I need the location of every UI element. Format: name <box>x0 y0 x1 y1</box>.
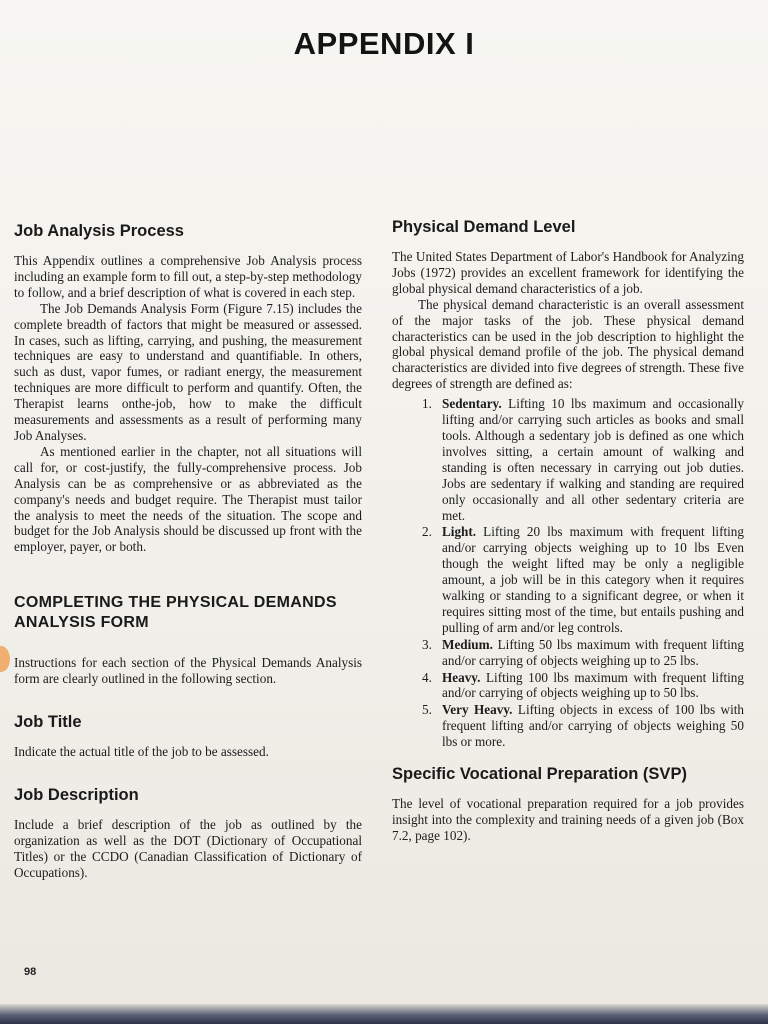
svp-heading: Specific Vocational Preparation (SVP) <box>392 765 687 784</box>
strength-level-number: 2. <box>422 524 432 540</box>
strength-level-number: 3. <box>422 636 432 652</box>
strength-level-item <box>422 524 744 635</box>
strength-level-text: Lifting 20 lbs maximum with frequent lifting and/or carrying objects weighing up to 10 lbs Even though the weight lifted may be only a negligible amount, a job will be in this category when it requires walking or standing to a significant degree, or when it requires sitting most of the time, but entails pushing and pulling of arm and/or leg controls. <box>442 524 744 635</box>
job-analysis-paragraph-2: The Job Demands Analysis Form (Figure 7.15) includes the complete breadth of factors that might be measured or assessed. In cases, such as lifting, carrying, and pushing, the measurement techniques are easy to understand and quantifiable. In others, such as dust, vapor fumes, or radiant energy, the measurement techniques are more difficult to perform and quantify. Often, the Therapist learns onthe-job, how to make the difficult measurements and assessments as a result of performing many Job Analyses. <box>14 300 362 443</box>
physical-demand-paragraph-1: The United States Department of Labor's Handbook for Analyzing Jobs (1972) provides an excellent framework for identifying the global physical demand characteristics of a job. <box>392 249 744 296</box>
job-analysis-paragraph-1: This Appendix outlines a comprehensive Job Analysis process including an example form to fill out, a step-by-step methodology to follow, and a brief description of what is covered in each step. <box>14 253 362 300</box>
strength-levels-list <box>392 396 744 750</box>
strength-level-text: Lifting 10 lbs maximum and occasionally lifting and/or carrying such articles as books and small tools. Although a sedentary job is defined as one which involves sitting, a certain amount of walking and standing is often necessary in carrying out job duties. Jobs are sedentary if walking and standing are required only occasionally and all other sedentary criteria are met. <box>442 396 744 523</box>
strength-level-number: 1. <box>422 396 432 412</box>
strength-level-item <box>422 702 744 750</box>
strength-level-term: Heavy. <box>442 669 481 685</box>
strength-level-item <box>422 396 744 523</box>
strength-level-number: 4. <box>422 669 432 685</box>
left-column <box>14 222 362 881</box>
page-title: APPENDIX I <box>293 26 475 61</box>
physical-demand-heading: Physical Demand Level <box>392 218 576 236</box>
physical-demand-paragraph-2: The physical demand characteristic is an overall assessment of the major tasks of the job. These physical demand characteristics can be used in the job description to highlight the global physical demand profile of the job. The physical demand characteristics are divided into five degrees of strength. These five degrees of strength are defined as: <box>392 296 744 392</box>
job-title-heading: Job Title <box>14 713 82 732</box>
svp-paragraph: The level of vocational preparation required for a job provides insight into the complexity and training needs of a given job (Box 7.2, page 102). <box>392 796 744 843</box>
strength-level-item <box>422 636 744 669</box>
right-column <box>392 218 744 844</box>
page-number: 98 <box>24 966 37 978</box>
strength-level-text: Lifting 50 lbs maximum with frequent lifting and/or carrying of objects weighing up to 25 lbs. <box>442 636 744 668</box>
strength-level-number: 5. <box>422 702 432 718</box>
job-title-paragraph: Indicate the actual title of the job to be assessed. <box>14 744 269 760</box>
strength-level-term: Very Heavy. <box>442 702 513 718</box>
strength-level-item <box>422 669 744 702</box>
job-analysis-heading: Job Analysis Process <box>14 222 184 240</box>
strength-level-term: Sedentary. <box>442 396 502 412</box>
job-description-heading: Job Description <box>14 785 139 804</box>
strength-level-term: Medium. <box>442 636 493 652</box>
completing-form-paragraph: Instructions for each section of the Physical Demands Analysis form are clearly outlined in the following section. <box>14 655 362 687</box>
job-description-paragraph: Include a brief description of the job as outlined by the organization as well as the DOT (Dictionary of Occupational Titles) or the CCDO (Canadian Classification of Dictionary of Occupations). <box>14 816 362 880</box>
bottom-edge <box>0 1004 768 1024</box>
strength-level-term: Light. <box>442 524 477 540</box>
strength-level-text: Lifting 100 lbs maximum with frequent lifting and/or carrying of objects weighing up to 50 lbs. <box>442 669 744 701</box>
strength-level-text: Lifting objects in excess of 100 lbs with frequent lifting and/or carrying of objects weighing 50 lbs or more. <box>442 702 744 750</box>
job-analysis-paragraph-3: As mentioned earlier in the chapter, not all situations will call for, or cost-justify, the fully-comprehensive process. Job Analysis can be as comprehensive or as abbreviated as the company's needs and budget require. The Therapist must tailor the analysis to meet the needs of the situation. The scope and budget for the Job Analysis should be discussed up front with the employer, payer, or both. <box>14 443 362 555</box>
completing-form-heading: COMPLETING THE PHYSICAL DEMANDS ANALYSIS FORM <box>14 594 337 632</box>
